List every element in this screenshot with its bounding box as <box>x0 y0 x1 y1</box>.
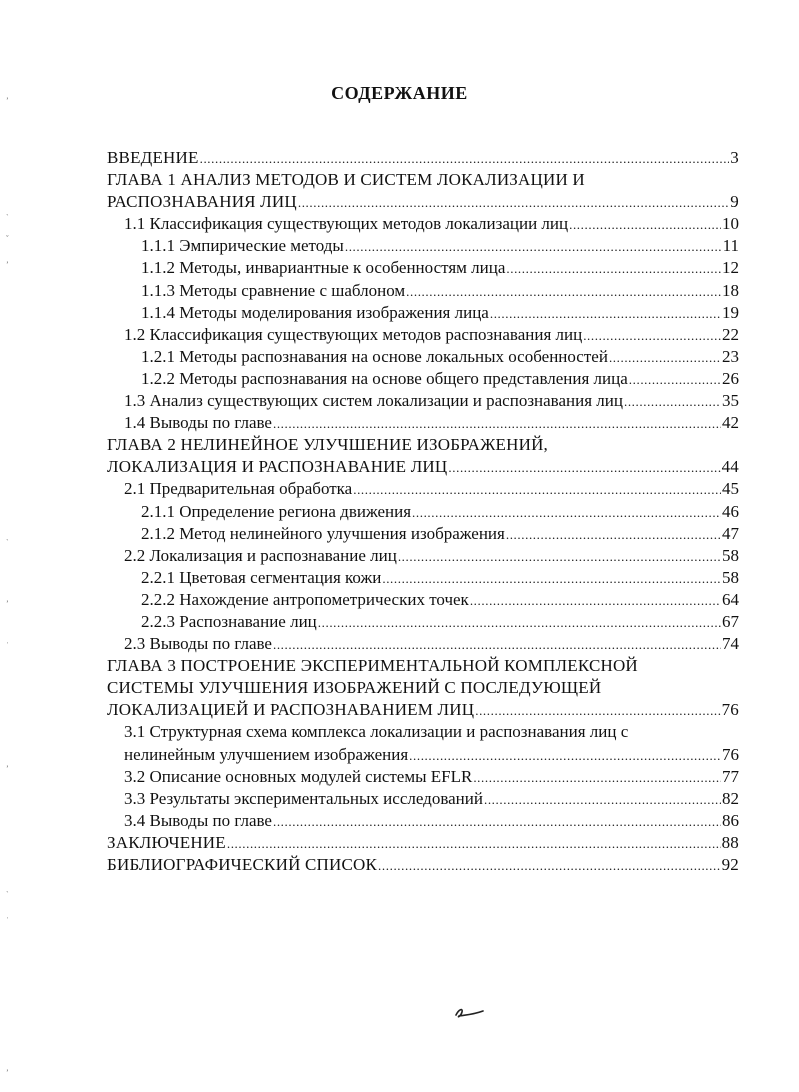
table-of-contents <box>107 147 739 876</box>
toc-entry-title: 1.1 Классификация существующих методов локализации лиц <box>124 214 569 234</box>
signature-mark <box>450 1003 490 1023</box>
dot-leader <box>490 303 721 324</box>
dot-leader <box>475 700 720 721</box>
toc-page-number: 3 <box>730 148 739 167</box>
toc-entry <box>107 832 739 854</box>
toc-page-number: 23 <box>722 346 739 366</box>
toc-page-number: 44 <box>721 457 739 477</box>
toc-entry <box>107 788 739 810</box>
toc-page-number: 64 <box>722 589 739 609</box>
scan-mark: ʼ <box>6 1068 9 1077</box>
scan-mark: ˈ <box>6 916 9 925</box>
toc-entry-title: БИБЛИОГРАФИЧЕСКИЙ СПИСОК <box>107 855 378 874</box>
toc-entry-title: ЛОКАЛИЗАЦИЕЙ И РАСПОЗНАВАНИЕМ ЛИЦ <box>107 700 475 720</box>
dot-leader <box>484 789 721 810</box>
toc-page-number: 35 <box>722 391 739 411</box>
scan-mark: ʼ <box>6 599 9 608</box>
toc-entry-title: 3.4 Выводы по главе <box>124 810 272 830</box>
toc-entry-title: ВВЕДЕНИЕ <box>107 148 199 167</box>
toc-page-number: 42 <box>722 413 739 433</box>
scan-mark: ʼ <box>6 764 9 773</box>
dot-leader <box>412 502 721 523</box>
toc-entry-title: 2.2.2 Нахождение антропометрических точек <box>141 589 469 609</box>
toc-entry <box>107 523 739 545</box>
toc-entry-title: 1.2.2 Методы распознавания на основе общего представления лица <box>141 368 628 388</box>
toc-entry-title: ГЛАВА 2 НЕЛИНЕЙНОЕ УЛУЧШЕНИЕ ИЗОБРАЖЕНИЙ, <box>107 435 549 455</box>
toc-page-number: 46 <box>722 501 739 521</box>
toc-entry-title: 1.2.1 Методы распознавания на основе локальных особенностей <box>141 346 608 366</box>
dot-leader <box>629 369 721 390</box>
toc-page-number: 18 <box>722 280 739 300</box>
dot-leader <box>624 391 721 412</box>
toc-entry <box>107 655 739 721</box>
scan-mark: ˋ <box>6 538 9 547</box>
toc-entry-title: 2.1.1 Определение региона движения <box>141 501 412 521</box>
toc-page-number: 11 <box>722 236 739 256</box>
toc-entry-title: 2.1.2 Метод нелинейного улучшения изображения <box>141 523 505 543</box>
scan-mark: ʼ <box>6 96 9 105</box>
toc-entry-title: 2.2.3 Распознавание лиц <box>141 611 317 631</box>
toc-entry-title: 3.2 Описание основных модулей системы EFLR <box>124 766 473 786</box>
dot-leader <box>448 457 720 478</box>
toc-entry-title: 1.2 Классификация существующих методов распознавания лиц <box>124 324 583 344</box>
dot-leader <box>200 148 730 169</box>
toc-entry <box>107 854 739 876</box>
toc-entry-title: ГЛАВА 1 АНАЛИЗ МЕТОДОВ И СИСТЕМ ЛОКАЛИЗАЦИИ И <box>107 170 585 190</box>
toc-entry-title: ЗАКЛЮЧЕНИЕ <box>107 832 226 852</box>
toc-entry <box>107 810 739 832</box>
toc-page-number: 22 <box>722 324 739 344</box>
toc-page-number: 92 <box>721 855 739 874</box>
toc-entry <box>107 213 739 235</box>
scan-mark: ˋ <box>6 213 9 222</box>
toc-page-number: 82 <box>722 788 739 808</box>
scan-mark: ˈ <box>6 641 9 650</box>
page-title: СОДЕРЖАНИЕ <box>331 83 468 103</box>
toc-page-number: 74 <box>722 634 739 654</box>
dot-leader <box>583 325 721 346</box>
toc-entry-title: 2.3 Выводы по главе <box>124 634 272 654</box>
toc-entry <box>107 545 739 567</box>
dot-leader <box>273 413 721 434</box>
toc-entry <box>107 478 739 500</box>
toc-page-number: 76 <box>721 700 739 720</box>
toc-entry <box>107 280 739 302</box>
toc-page-number: 58 <box>722 545 739 565</box>
dot-leader <box>318 612 721 633</box>
toc-entry-title: 1.1.4 Методы моделирования изображения лица <box>141 302 489 322</box>
toc-page-number: 76 <box>722 744 739 764</box>
toc-entry-title: РАСПОЗНАВАНИЯ ЛИЦ <box>107 192 297 212</box>
toc-entry-title: 1.4 Выводы по главе <box>124 413 272 433</box>
toc-entry-title: 2.2 Локализация и распознавание лиц <box>124 545 397 565</box>
toc-entry <box>107 633 739 655</box>
toc-entry <box>107 611 739 633</box>
dot-leader <box>273 634 721 655</box>
toc-entry-title: 1.1.3 Методы сравнение с шаблоном <box>141 280 406 300</box>
dot-leader <box>398 546 721 567</box>
toc-entry-title: ГЛАВА 3 ПОСТРОЕНИЕ ЭКСПЕРИМЕНТАЛЬНОЙ КОМПЛЕКСНОЙ <box>107 656 638 676</box>
toc-page-number: 45 <box>722 479 739 499</box>
dot-leader <box>409 745 721 766</box>
dot-leader <box>569 214 721 235</box>
toc-entry <box>107 169 739 213</box>
toc-entry <box>107 257 739 279</box>
scan-mark: ʼ <box>6 260 9 269</box>
dot-leader <box>378 855 721 876</box>
dot-leader <box>345 236 722 257</box>
toc-page-number: 10 <box>722 214 739 234</box>
toc-page-number: 12 <box>722 258 739 278</box>
toc-entry-title: 2.2.1 Цветовая сегментация кожи <box>141 567 382 587</box>
dot-leader <box>473 767 721 788</box>
dot-leader <box>609 347 721 368</box>
dot-leader <box>382 568 721 589</box>
toc-entry <box>107 302 739 324</box>
toc-entry <box>107 721 739 765</box>
toc-page-number: 88 <box>721 832 739 852</box>
toc-entry-title: 2.1 Предварительная обработка <box>124 479 353 499</box>
toc-entry-title: 1.3 Анализ существующих систем локализации и распознавания лиц <box>124 391 623 411</box>
toc-page-number: 26 <box>722 368 739 388</box>
toc-entry-title: нелинейным улучшением изображения <box>124 744 409 764</box>
dot-leader <box>353 479 721 500</box>
toc-entry-title: 1.1.2 Методы, инвариантные к особенностям лица <box>141 258 506 278</box>
toc-entry <box>107 434 739 478</box>
dot-leader <box>470 590 721 611</box>
dot-leader <box>506 524 721 545</box>
scan-mark: ˋ <box>6 890 9 899</box>
toc-entry <box>107 501 739 523</box>
dot-leader <box>227 833 721 854</box>
dot-leader <box>406 281 721 302</box>
dot-leader <box>298 192 729 213</box>
toc-page-number: 86 <box>722 810 739 830</box>
toc-entry-title: 3.3 Результаты экспериментальных исследований <box>124 788 483 808</box>
toc-page-number: 47 <box>722 523 739 543</box>
toc-page-number: 19 <box>722 302 739 322</box>
toc-entry-title: ЛОКАЛИЗАЦИЯ И РАСПОЗНАВАНИЕ ЛИЦ <box>107 457 448 477</box>
toc-entry <box>107 368 739 390</box>
toc-entry-title: СИСТЕМЫ УЛУЧШЕНИЯ ИЗОБРАЖЕНИЙ С ПОСЛЕДУЮЩЕЙ <box>107 678 602 698</box>
toc-entry <box>107 390 739 412</box>
toc-entry <box>107 147 739 169</box>
toc-entry <box>107 412 739 434</box>
toc-page-number: 58 <box>722 567 739 587</box>
toc-page-number: 9 <box>730 192 739 212</box>
toc-entry-title: 1.1.1 Эмпирические методы <box>141 236 344 256</box>
toc-entry <box>107 235 739 257</box>
dot-leader <box>273 811 721 832</box>
toc-entry <box>107 766 739 788</box>
toc-page-number: 77 <box>722 766 739 786</box>
toc-entry <box>107 346 739 368</box>
scan-mark: ˇ <box>6 234 9 243</box>
toc-entry <box>107 324 739 346</box>
toc-entry <box>107 567 739 589</box>
toc-entry <box>107 589 739 611</box>
toc-entry-title: 3.1 Структурная схема комплекса локализации и распознавания лиц с <box>124 722 629 742</box>
toc-page-number: 67 <box>722 611 739 631</box>
dot-leader <box>506 258 721 279</box>
